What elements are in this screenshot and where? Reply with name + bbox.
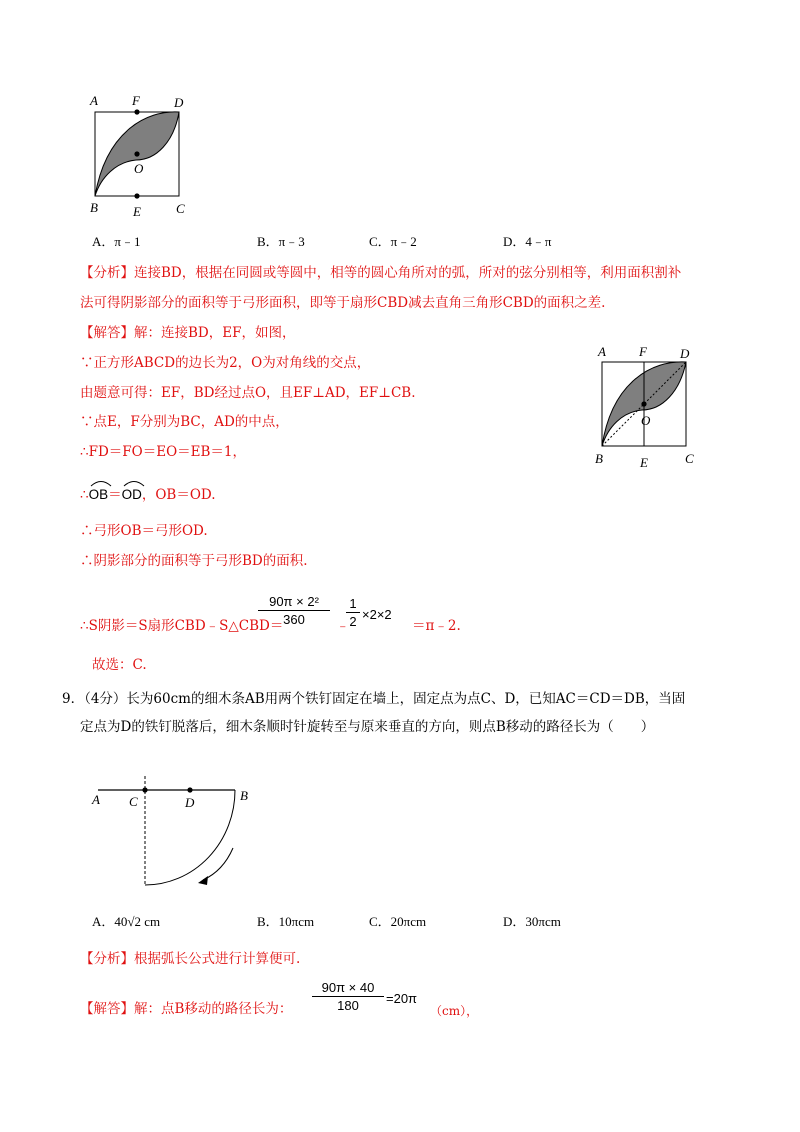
q8s-label-B: B <box>595 451 603 466</box>
q9-number: 9． <box>62 691 85 707</box>
q9-label-C: C <box>129 794 138 809</box>
q8-option-c[interactable]: C．π﹣2 <box>369 234 417 249</box>
q8-arc-equality: ∴ OB＝ OD，OB＝OD. <box>80 486 216 504</box>
q9-option-a[interactable]: A．40√2 cm <box>92 914 161 929</box>
q8-option-a[interactable]: A．π﹣1 <box>92 234 141 249</box>
q8-label-O: O <box>134 161 144 176</box>
q8-formula-prefix: ∴S阴影＝S扇形CBD﹣S△CBD＝ <box>80 618 284 634</box>
q9-unit: （cm）， <box>430 1004 479 1018</box>
q8-figure-solution <box>590 342 700 472</box>
arc-od: OD <box>122 486 142 504</box>
q8-solution-line2: ∵正方形ABCD的边长为2，O为对角线的交点， <box>80 355 371 371</box>
q8-option-d[interactable]: D．4﹣π <box>503 234 552 249</box>
q8s-label-D: D <box>680 346 690 361</box>
q9-analysis: 【分析】根据弧长公式进行计算便可. <box>80 951 301 967</box>
q8-analysis-line2: 法可得阴影部分的面积等于弓形面积，即等于扇形CBD减去直角三角形CBD的面积之差. <box>80 295 606 311</box>
therefore-symbol: ∴ <box>80 487 89 503</box>
q8-answer: 故选：C. <box>92 657 147 673</box>
q8-formula-half: 1 2 <box>346 596 360 629</box>
q9-label-D: D <box>185 795 195 810</box>
arc-ob: OB <box>89 486 109 504</box>
q9-fraction: 90π × 40 180 <box>312 980 384 1013</box>
q8-label-F: F <box>132 93 140 108</box>
q8-option-b[interactable]: B．π﹣3 <box>257 234 305 249</box>
q8s-label-C: C <box>685 451 694 466</box>
q8s-label-F: F <box>639 344 647 359</box>
q8-figure-square <box>86 92 196 222</box>
q8-label-A: A <box>90 93 98 108</box>
q8-label-C: C <box>176 201 185 216</box>
q8-label-E: E <box>133 204 141 219</box>
q8-analysis-line1: 【分析】连接BD，根据在同圆或等圆中，相等的圆心角所对的弧，所对的弦分别相等，利用面积割补 <box>80 265 682 281</box>
q9-label-B: B <box>240 788 248 803</box>
q9-option-d[interactable]: D．30πcm <box>503 914 561 929</box>
q9-result: =20π <box>386 991 418 1006</box>
q8-formula-fraction: 90π × 2² 360 <box>258 594 330 627</box>
q9-option-c[interactable]: C．20πcm <box>369 914 427 929</box>
q8-label-B: B <box>90 200 98 215</box>
q8-solution-line3: 由题意可得：EF，BD经过点O，且EF⊥AD，EF⊥CB. <box>80 385 416 401</box>
q8-solution-line5: ∴FD＝FO＝EO＝EB＝1， <box>80 444 247 460</box>
q9-stem-line2: 定点为D的铁钉脱落后，细木条顺时针旋转至与原来垂直的方向，则点B移动的路径长为（ ） <box>80 719 655 735</box>
q8s-label-O: O <box>641 413 651 428</box>
q9-stem-line1: 9．（4分）长为60cm的细木条AB用两个铁钉固定在墙上，固定点为点C、D，已知AC＝CD＝DB，当固 <box>62 691 686 707</box>
q8-solution-line1: 【解答】解：连接BD，EF，如图， <box>80 325 296 341</box>
q8-formula-result: ＝π﹣2. <box>412 618 461 634</box>
q8s-label-E: E <box>640 455 648 470</box>
q8-shade-line: ∴阴影部分的面积等于弓形BD的面积. <box>80 553 308 569</box>
q8s-label-A: A <box>598 344 606 359</box>
q8-solution-line4: ∵点E，F分别为BC，AD的中点， <box>80 414 289 430</box>
q9-label-A: A <box>92 792 100 807</box>
q8-bow-line: ∴弓形OB＝弓形OD. <box>80 523 208 539</box>
q9-option-b[interactable]: B．10πcm <box>257 914 315 929</box>
q8-label-D: D <box>174 95 184 110</box>
q8-formula-minus: ﹣ <box>336 618 350 634</box>
q9-figure <box>88 776 268 896</box>
q9-solution-prefix: 【解答】解：点B移动的路径长为： <box>80 1001 293 1017</box>
q8-formula-product: ×2×2 <box>362 607 392 622</box>
